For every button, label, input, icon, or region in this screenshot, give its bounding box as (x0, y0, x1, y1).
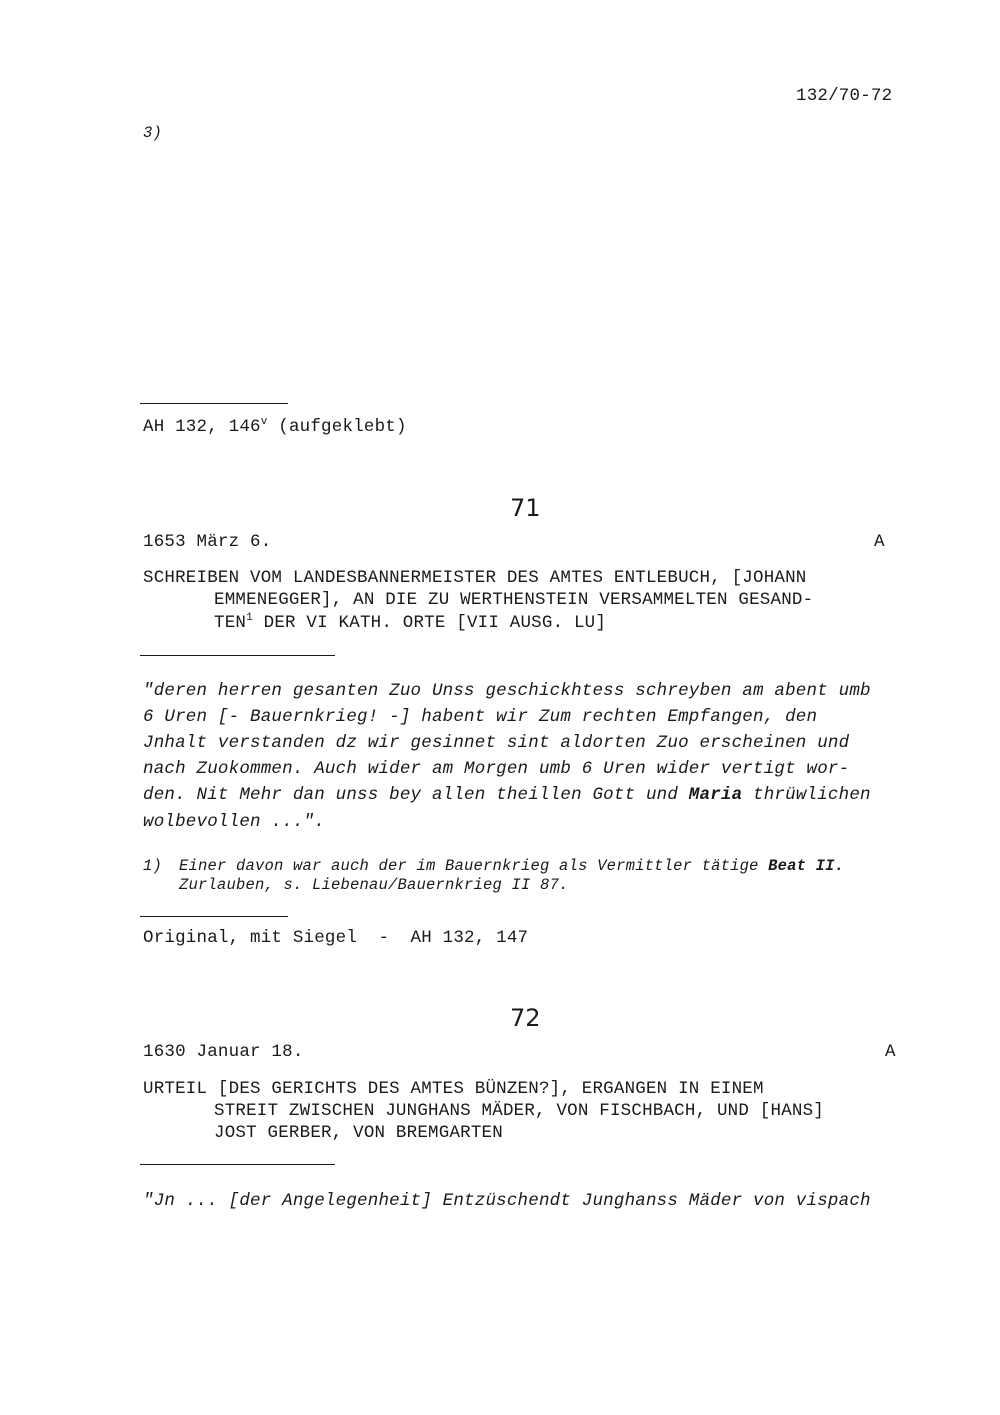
footnote-marker-3: 3) (143, 124, 163, 142)
entry-71-quote-line-6: wolbevollen ...". (143, 812, 325, 832)
entry-71-title-line-3 (214, 613, 606, 633)
entry-71-date: 1653 März 6. (143, 532, 272, 552)
entry-72-quote-line-1: "Jn ... [der Angelegenheit] Entzüschendt Junghanss Mäder von vispach (143, 1191, 871, 1211)
previous-source-suffix: (aufgeklebt) (267, 417, 407, 437)
entry-71-source: Original, mit Siegel - AH 132, 147 (143, 928, 529, 948)
footnote-1-marker: 1) (143, 857, 163, 875)
entry-72-number: 72 (510, 1004, 541, 1032)
entry-71-quote-line-1: "deren herren gesanten Zuo Unss geschickhtess schreyben am abent umb (143, 681, 871, 701)
footnote-1-emphasis: Beat II. (768, 857, 845, 875)
entry-71-title-line-3-start: TEN (214, 613, 247, 633)
entry-71-type: A (874, 532, 885, 552)
footnote-1-line-1 (179, 857, 844, 875)
entry-71-title-line-1: SCHREIBEN VOM LANDESBANNERMEISTER DES AMTES ENTLEBUCH, [JOHANN (143, 568, 807, 588)
divider (140, 403, 288, 404)
entry-72-title-line-3: JOST GERBER, VON BREMGARTEN (214, 1123, 503, 1143)
entry-71-number: 71 (510, 494, 541, 522)
previous-source-superscript: v (260, 416, 268, 428)
entry-71-quote-line-3: Jnhalt verstanden dz wir gesinnet sint aldorten Zuo erscheinen und (143, 733, 850, 753)
entry-72-title-line-2: STREIT ZWISCHEN JUNGHANS MÄDER, VON FISCHBACH, UND [HANS] (214, 1101, 824, 1121)
entry-71-quote-emphasis: Maria (688, 785, 743, 805)
footnote-reference-1: 1 (246, 612, 253, 624)
footnote-1-line-1-start: Einer davon war auch der im Bauernkrieg als Vermittler tätige (179, 857, 769, 875)
entry-71-quote-line-4: nach Zuokommen. Auch wider am Morgen umb 6 Uren wider vertigt wor- (143, 759, 850, 779)
previous-source-prefix: AH 132, 146 (143, 417, 261, 437)
entry-71-quote-line-2: 6 Uren [- Bauernkrieg! -] habent wir Zum rechten Empfangen, den (143, 707, 818, 727)
footnote-1-line-2: Zurlauben, s. Liebenau/Bauernkrieg II 87. (179, 876, 569, 894)
entry-71-title-line-3-end: DER VI KATH. ORTE [VII AUSG. LU] (252, 613, 607, 633)
entry-71-quote-line-5-end: thrüwlichen (742, 785, 871, 805)
previous-source-line (143, 417, 407, 437)
divider (140, 916, 288, 917)
page-reference: 132/70-72 (796, 86, 893, 106)
divider (140, 1164, 335, 1165)
entry-72-type: A (885, 1042, 896, 1062)
entry-71-quote-line-5 (143, 785, 871, 805)
divider (140, 655, 335, 656)
entry-72-date: 1630 Januar 18. (143, 1042, 304, 1062)
entry-72-title-line-1: URTEIL [DES GERICHTS DES AMTES BÜNZEN?], ERGANGEN IN EINEM (143, 1079, 764, 1099)
entry-71-title-line-2: EMMENEGGER], AN DIE ZU WERTHENSTEIN VERSAMMELTEN GESAND- (214, 590, 814, 610)
entry-71-quote-line-5-start: den. Nit Mehr dan unss bey allen theillen Gott und (143, 785, 689, 805)
